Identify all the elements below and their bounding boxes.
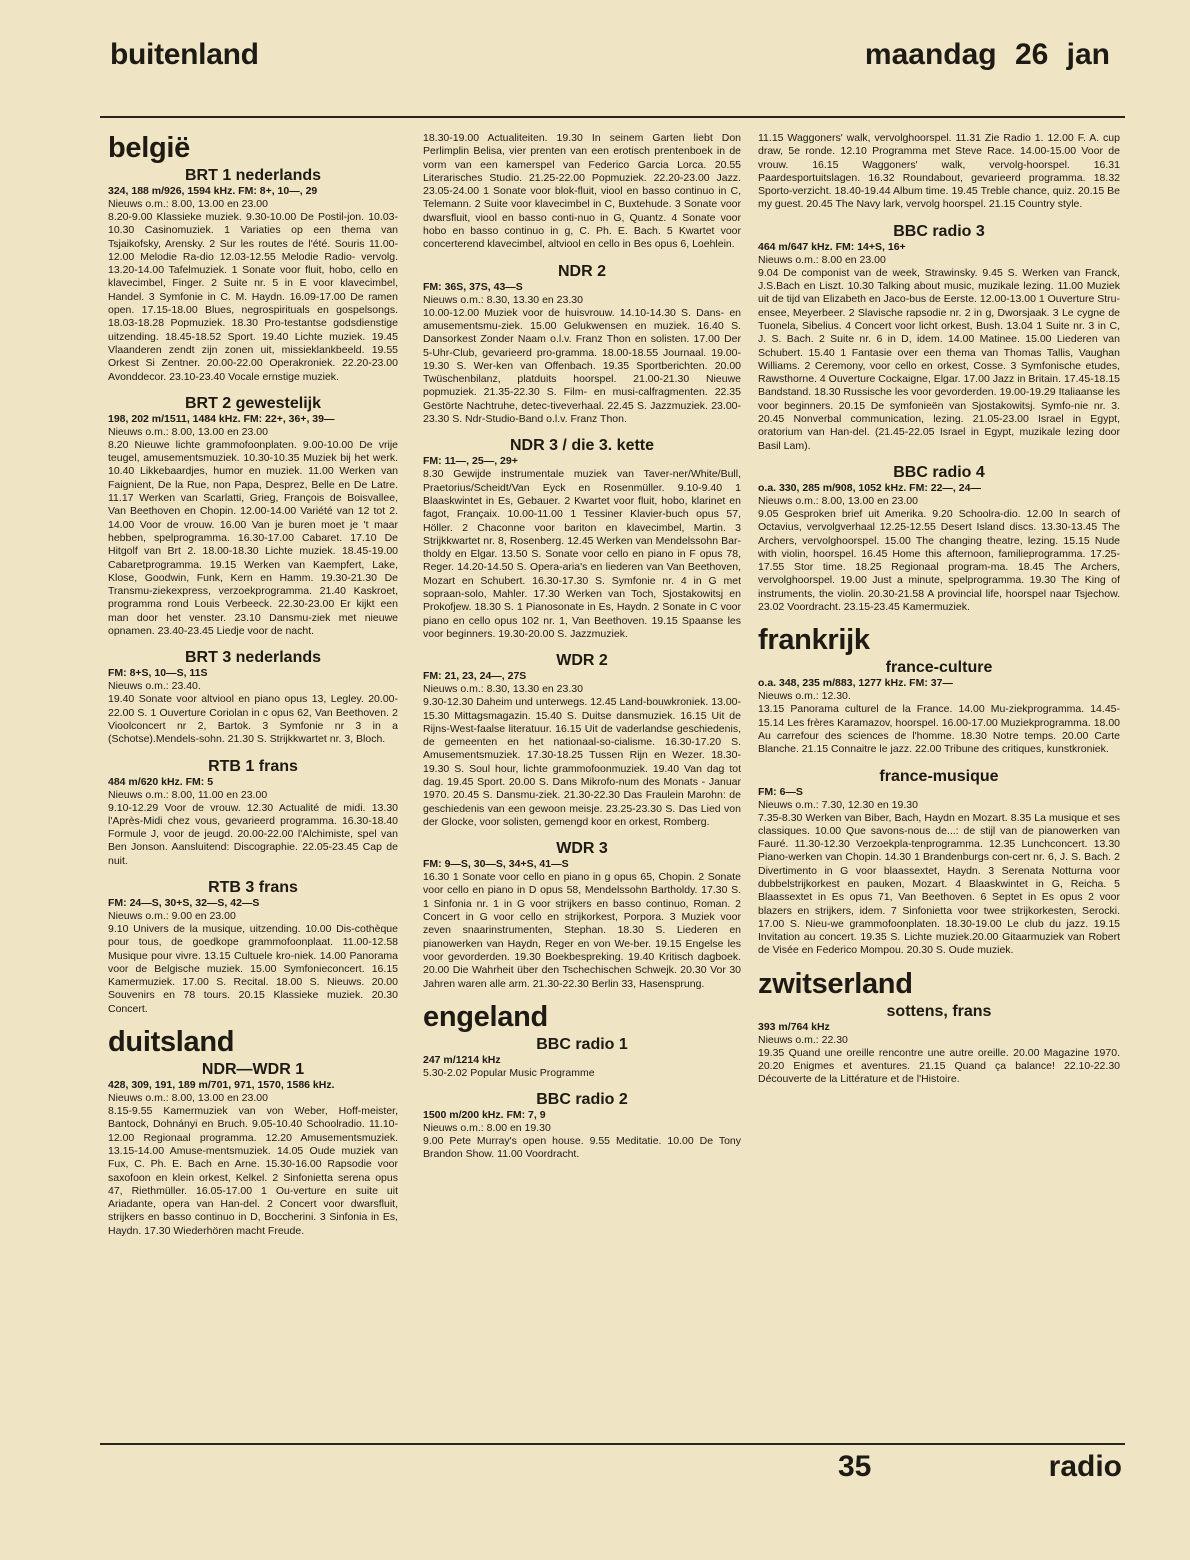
page-number: 35 (838, 1450, 872, 1483)
station-news-times: Nieuws o.m.: 22.30 (758, 1033, 848, 1046)
station-bbc4 (758, 463, 1120, 614)
station-programme: 18.30-19.00 Actualiteiten. 19.30 In seinem Garten liebt Don Perlimplin Belisa, vier prenten van een erotisch prentenboek in de vorm van een kamerspel van Federico Garcia Lorca. 20.55 Literarisches Studio. 21.25-22.00 Popmuziek. 22.20-23.00 Jazz. 23.05-24.00 1 Sonate voor blok-fluit, viool en basso continuo in C, Telemann. 2 Suite voor klavecimbel in C, Buxtehude. 3 Sonate voor dwarsfluit, viool en basso conti-nuo in G, Quantz. 4 Sonate voor hobo en basso continuo in g, C. Ph. E. Bach. 5 Kwartet voor concerterend klavecimbel, altviool en cello in Bes opus 6, Loehlein. (423, 132, 741, 251)
station-programme: 8.20 Nieuwe lichte grammofoonplaten. 9.00-10.00 De vrije teugel, amusementsmuziek. 10.30-10.35 Muziek bij het werk. 10.40 Likkebaardjes, humor en muziek. 11.00 Werken van Faignient, De la Rue, non Papa, Desprez, Belle en De Latre. 11.17 Werken van Scarlatti, Grieg, François de Boisvallee, Van Beethoven en Chopin. 12.00-14.00 Variété van 12 tot 2. 14.00 Voor de vrouw. 16.00 Van je buren moet je 't maar hebben, spelprogramma. 16.30-17.00 Cabaret. 17.10 De Hitgolf van Brt 2. 18.00-18.30 Lichte muziek. 18.45-19.00 Cabaretprogramma. 19.15 Werken van Kaempfert, Lake, Klose, Goodwin, Funk, Kern en Hamm. 19.30-21.30 De Transmu-ziekexpress, verzoekprogramma. 21.40 Kaskroet, programma rond Louis Verbeeck. 22.30-23.00 Er kijkt een man door het venster. 23.10 Dansmu-ziek met nieuwe opnamen. 23.40-23.45 Liedje voor de nacht. (108, 438, 398, 638)
station-frequencies: FM: 6—S (758, 785, 803, 798)
station-name: BBC radio 3 (893, 222, 985, 240)
station-programme: 10.00-12.00 Muziek voor de huisvrouw. 14.10-14.30 S. Dans- en amusementsmu-ziek. 15.00 Gelukwensen en muziek. 16.40 S. Dansorkest Zonder Naam o.l.v. Franz Thon en solisten. 17.00 Der 5-Uhr-Club, gevarieerd pro-gramma. 18.00-18.55 Journaal. 19.00-19.30 S. Wer-ken van Offenbach. 19.35 Sportberichten. 20.00 Twüschenbilanz, platduits hoorspel. 21.00-21.30 Nieuwe popmuziek. 21.35-22.30 S. Film- en musi-calfragmenten. 22.35 Gestörte Nachtruhe, detec-tiveverhaal. 22.45 S. Jazzmuziek. 23.00-23.30 S. Ndr-Studio-Band o.l.v. Franz Thon. (423, 306, 741, 426)
station-brt2 (108, 394, 398, 638)
station-programme: 9.30-12.30 Daheim und unterwegs. 12.45 Land-bouwkroniek. 13.00-15.30 Mittagsmagazin. 15.40 S. Duitse dansmuziek. 16.15 Uit de Rijns-West-faalse literatuur. 16.15 Uit de vaderlandse geschiedenis, de gemeenten en het nationaal-so-cialisme. 16.30-17.20 S. Amusementsmuziek. 17.30-18.25 Tussen Rijn en Wezer. 18.30-19.30 S. Soul hour, lichte grammofoonmuziek. 19.40 Van dag tot dag. 19.45 Sport. 20.00 S. Dans Mikrofo-num des Monats - Januar 1970. 20.45 S. Dansmu-ziek. 21.30-22.30 Das Fraulein Marohn: de geschiedenis van een gewoon meisje. 23.25-23.30 S. Das Lied von der Glocke, voor solisten, gemengd koor en orkest, Romberg. (423, 696, 741, 828)
station-frequencies: FM: 24—S, 30+S, 32—S, 42—S (108, 896, 260, 909)
station-frequencies: 247 m/1214 kHz (423, 1053, 501, 1066)
top-rule (100, 116, 1125, 118)
country-heading-belgie: belgië (108, 132, 190, 164)
column-3 (758, 132, 1120, 1097)
station-frequencies: o.a. 348, 235 m/883, 1277 kHz. FM: 37— (758, 677, 953, 690)
station-brt3 (108, 648, 398, 746)
country-heading-engeland: engeland (423, 1000, 548, 1033)
station-news-times: Nieuws o.m.: 23.40. (108, 680, 201, 693)
station-frequencies: 324, 188 m/926, 1594 kHz. FM: 8+, 10—, 29 (108, 185, 318, 197)
station-frequencies: 198, 202 m/1511, 1484 kHz. FM: 22+, 36+, 39— (108, 412, 335, 425)
station-programme: 9.10-12.29 Voor de vrouw. 12.30 Actualité de midi. 13.30 l'Après-Midi chez vous, gevarieerd programma. 16.30-18.40 Formule J, voor de jeugd. 20.00-22.00 l'Alchimiste, spel van Ben Jonson. Aansluitend: Discographie. 22.05-23.45 Cap de nuit. (108, 801, 398, 867)
station-frequencies: 464 m/647 kHz. FM: 14+S, 16+ (758, 240, 906, 253)
station-frequencies: FM: 21, 23, 24—, 27S (423, 670, 527, 683)
station-ndr3 (423, 436, 741, 641)
station-news-times: Nieuws o.m.: 8.00 en 19.30 (423, 1122, 551, 1135)
station-ndr-wdr1-continued (423, 132, 741, 252)
station-frequencies: 393 m/764 kHz (758, 1020, 830, 1033)
station-programme: 19.40 Sonate voor altviool en piano opus 13, Legley. 20.00-22.00 S. 1 Ouverture Coriolan in c opus 62, Van Beethoven. 2 Vioolconcert nr 2, Bartok. 3 Symfonie nr 3 in a (Schotse).Mendels-sohn. 21.30 S. Strijkkwartet nr. 3, Bloch. (108, 693, 398, 746)
station-name: RTB 3 frans (208, 878, 298, 896)
country-heading-frankrijk: frankrijk (758, 624, 870, 657)
station-programme: 9.10 Univers de la musique, uitzending. 10.00 Dis-cothèque pour tous, de goedkope grammofoonplaat. 11.00-12.58 Musique pour vivre. 13.15 Cultuele kro-niek. 14.00 Panorama voor de Belgische muziek. 15.00 Symfonieconcert. 16.15 Kamermuziek. 17.00 S. Recital. 18.00 S. Nieuws. 20.00 Souvenirs en 78 tours. 20.15 Klassieke muziek. 20.30 Concert. (108, 922, 398, 1015)
station-name: BBC radio 4 (893, 463, 985, 481)
station-news-times: Nieuws o.m.: 8.30, 13.30 en 23.30 (423, 683, 583, 696)
station-frequencies: FM: 36S, 37S, 43—S (423, 280, 523, 293)
station-news-times: Nieuws o.m.: 8.00 en 23.00 (758, 253, 886, 266)
page-date: maandag 26 jan (864, 38, 1110, 71)
station-sottens (758, 1002, 1120, 1087)
station-programme: 8.20-9.00 Klassieke muziek. 9.30-10.00 De Postil-jon. 10.03-10.30 Casinomuziek. 1 Variaties op een thema van Tsjaikofsky, Arensky. 2 Sur les routes de l'été. Souris 11.00-12.00 Melodie Ra-dio 12.03-12.55 Melodie Radio- vervolg. 13.20-14.00 Tafelmuziek. 1 Sonate voor fluit, hobo, cello en klavecimbel, Finger. 2 Suite nr. 5 in E voor klavecimbel, Handel. 3 Symfonie in C. M. Haydn. 16.09-17.00 De ramen open. 17.15-18.00 Blues, negrospirituals en gospelsongs. 18.03-18.28 Popmuziek. 18.30 Pro-testantse godsdienstige uitzending. 18.45-18.52 Sport. 19.40 Lichte muziek. 19.45 Vlaanderen zendt zijn zonen uit, missieklankbeeld. 19.55 Orkest Si Zentner. 20.00-22.00 Operakroniek. 22.20-23.00 Avonddecor. 23.10-23.40 Vocale ernstige muziek. (108, 211, 398, 383)
station-programme: 13.15 Panorama culturel de la France. 14.00 Mu-ziekprogramma. 14.45-15.14 Les frères Karamazov, hoorspel. 16.00-17.00 Muziekprogramma. 18.00 Au carrefour des sciences de l'homme. 18.30 Notre temps. 20.00 Carte Blanche. 21.15 Connaitre le jazz. 22.00 Tribune des critiques, kunstkroniek. (758, 703, 1120, 756)
station-news-times: Nieuws o.m.: 8.00, 11.00 en 23.00 (108, 788, 268, 801)
station-name: NDR—WDR 1 (201, 1061, 305, 1079)
station-france-musique (758, 767, 1120, 958)
station-news-times: Nieuws o.m.: 8.00, 13.00 en 23.00 (108, 425, 268, 438)
station-bbc2-continued (758, 132, 1120, 212)
station-brt1 (108, 166, 398, 384)
station-frequencies: FM: 8+S, 10—S, 11S (108, 667, 208, 680)
station-programme: 19.35 Quand une oreille rencontre une autre oreille. 20.00 Magazine 1970. 20.20 Enigmes et aventures. 21.15 Quand ça balance! 22.10-22.30 Découverte de la Littérature et de l'Histoire. (758, 1046, 1120, 1086)
station-rtb1 (108, 757, 398, 868)
station-name: france-musique (879, 767, 999, 785)
station-frequencies: 428, 309, 191, 189 m/701, 971, 1570, 1586 kHz. (108, 1079, 335, 1092)
station-bbc1 (423, 1035, 741, 1080)
station-wdr2 (423, 651, 741, 829)
station-programme: 9.04 De componist van de week, Strawinsky. 9.45 S. Werken van Franck, J.S.Bach en Liszt. 10.30 Talking about music, muzikale lezing. 11.00 Muziek uit de tijd van Elizabeth en Jaco-bus de Eerste. 12.00-13.00 1 Ouverture Stru-ensee, Meyerbeer. 2 Slavische rapsodie nr. 2 in g, Dworsjaak. 3 Le cygne de Tuonela, Sibelius. 4 Concert voor licht orkest, Bush. 13.04 1 Suite nr. 3 in C, J. S. Bach. 2 Suite nr. 6 in D, idem. 14.00 Matinee. 15.00 Liederen van Schubert. 15.40 1 Fantasie over een thema van Thomas Tallis, Vaughan Williams. 2 Ceremony, voor cello en orkest, Cosse. 3 Symfonische etudes, Rawsthorne. 4 Ouverture Cockaigne, Elgar. 17.00 Jazz in Britain. 17.45-18.15 Bandstand. 18.30 Russische les voor gevorderden. 19.00-19.29 Italiaanse les voor beginners. 20.15 De symfonieën van Sjostakowitsj. Symfo-nie nr. 3. 20.45 Nonverbal communication, lezing. 21.05-23.00 Israel in Egypt, oratorium van Han-del. (21.45-22.05 Israel in Egypt, muzikale lezing door Basil Lam). (758, 266, 1120, 452)
station-programme: 16.30 1 Sonate voor cello en piano in g opus 65, Chopin. 2 Sonate voor cello en piano in D opus 58, Mendelssohn Bartholdy. 17.30 S. 1 Sinfonia nr. 1 in G voor strijkers en basso continuo, Roman. 2 Concert in G voor cello en strijkorkest, Porpora. 3 Muziek voor zeven snaarinstrumenten, Stephan. 18.30 S. Liederen en pianowerken van Haydn, Reger en von We-ber. 19.15 Engelse les voor gevorderden. 19.30 Boekbespreking. 19.40 Kritisch dagboek. 20.00 Die Wahrheit über den Tschechischen Schwejk. 20.30 Vor 30 Jahren waren alle arm. 21.30-22.30 Berlin 33, Hasensprung. (423, 871, 741, 990)
station-bbc3 (758, 222, 1120, 453)
station-programme: 9.05 Gesproken brief uit Amerika. 9.20 Schoolra-dio. 12.00 In search of Octavius, vervolgverhaal 12.25-12.55 Desert Island discs. 13.30-13.45 The Archers, vervolghoorspel. 15.00 The changing theatre, lezing. 15.15 Nude with violin, hoorspel. 16.45 Home this afternoon, familieprogramma. 17.25-17.55 Stor time. 18.25 Regionaal program-ma. 18.45 The Archers, vervolghoorspel. 19.00 Just a minute, spelprogramma. 19.30 The King of instruments, the violin. 20.30-21.58 A provincial life, hoorspel naar Tsjechow. 23.02 Voordracht. 23.15-23.45 Kamermuziek. (758, 507, 1120, 614)
station-programme: 8.30 Gewijde instrumentale muziek van Taver-ner/White/Bull, Praetorius/Scheidt/Van Eyck en Rosenmüller. 9.10-9.40 1 Blaaskwintet in Es, Gebauer. 2 Kwartet voor fluit, hobo, klarinet en fagot, Françaix. 10.00-11.00 1 Tessiner Klavier-buch opus 57, Höller. 2 Chaconne voor bariton en klavecimbel, Martin. 3 Strijkkwartet nr. 8, Rosenberg. 12.45 Werken van Mendelssohn Bar-tholdy en Elgar. 13.50 S. Sonate voor cello en piano in F opus 78, Reger. 14.20-14.50 S. Opera-aria's en liederen van Van Beethoven, Mozart en Schubert. 16.30-17.30 S. Symfonie nr. 4 in G met sopraan-solo, Mahler. 17.30 Werken van Toch, Sjostakowitsj en Prokofjew. 18.30 S. 1 Pianosonate in Es, Haydn. 2 Sonate in C voor piano en cello opus 102 nr. 1, Van Beethoven. 19.15 Spaanse les voor beginners. 19.30-20.00 S. Jazzmuziek. (423, 468, 741, 640)
station-wdr3 (423, 839, 741, 991)
column-2 (423, 132, 741, 1172)
station-name: BRT 2 gewestelijk (184, 394, 322, 412)
station-news-times: Nieuws o.m.: 9.00 en 23.00 (108, 909, 236, 922)
country-heading-zwitserland: zwitserland (758, 967, 913, 1000)
station-france-culture (758, 658, 1120, 756)
station-frequencies: FM: 9—S, 30—S, 34+S, 41—S (423, 858, 569, 871)
station-news-times: Nieuws o.m.: 12.30. (758, 690, 851, 703)
station-name: BRT 1 nederlands (184, 167, 322, 184)
station-name: NDR 2 (557, 262, 606, 280)
station-name: RTB 1 frans (208, 757, 298, 775)
station-name: sottens, frans (886, 1002, 992, 1020)
station-programme: 5.30-2.02 Popular Music Programme (423, 1066, 595, 1079)
station-frequencies: 1500 m/200 kHz. FM: 7, 9 (423, 1109, 546, 1122)
station-programme: 7.35-8.30 Werken van Biber, Bach, Haydn en Mozart. 8.35 La musique et ses classiques. 10.00 Que savons-nous de...: de stijl van de pianowerken van Fauré. 11.30-12.30 Verzoekpla-tenprogramma. 12.35 Lunchconcert. 13.30 Piano-werken van Chopin. 14.30 1 Brandenburgs con-cert nr. 6, J. S. Bach. 2 Divertimento in G voor blaassextet, Haydn. 3 Serenata Notturna voor dubbelstrijkorkest en pauken, Mozart. 4 Blaaskwintet in G, Reicha. 5 Blaassextet in Es opus 71, Van Beethoven. 6 Septet in Es opus 2 voor blazers en strijkers, idem. 7 Sinfonietta voor twee strijkorkesten, Serocki. 17.00 S. Nieu-we grammofoonplaten. 18.30-19.00 Le club du jazz. 19.15 Invitation au concert. 19.35 S. Lichte muziek.20.00 Gitaarmuziek van Robert de Visée en Federico Mompou. 20.30 S. Oude muziek. (758, 811, 1120, 957)
station-name: WDR 2 (556, 652, 608, 670)
station-frequencies: o.a. 330, 285 m/908, 1052 kHz. FM: 22—, 24— (758, 481, 981, 494)
station-ndr-wdr1 (108, 1060, 398, 1238)
bottom-rule (100, 1443, 1125, 1445)
column-1 (108, 132, 398, 1248)
station-news-times: Nieuws o.m.: 7.30, 12.30 en 19.30 (758, 798, 918, 811)
station-frequencies: FM: 11—, 25—, 29+ (423, 455, 518, 468)
station-name: BBC radio 2 (536, 1091, 628, 1109)
station-rtb3 (108, 878, 398, 1016)
station-programme: 11.15 Waggoners' walk, vervolghoorspel. 11.31 Zie Radio 1. 12.00 F. A. cup draw, 5e ronde. 12.10 Programma met Steve Race. 14.00-15.00 Voor de vrouw. 16.15 Waggoners' walk, vervolg-hoorspel. 16.31 Paardesportuitslagen. 16.32 Roundabout, gevarieerd programma. 18.32 Sporto-verzicht. 18.40-19.44 Album time. 19.45 Treble chance, quiz. 20.15 Be my guest. 20.45 The Navy lark, vervolg hoorspel. 21.15 Country style. (758, 132, 1120, 211)
station-programme: 9.00 Pete Murray's open house. 9.55 Meditatie. 10.00 De Tony Brandon Show. 11.00 Voordracht. (423, 1135, 741, 1161)
station-news-times: Nieuws o.m.: 8.00, 13.00 en 23.00 (758, 494, 918, 507)
station-programme: 8.15-9.55 Kamermuziek van von Weber, Hoff-meister, Bantock, Dohnányi en Bruch. 9.05-10.40 Schoolradio. 11.10-12.00 Regionaal programma. 12.20 Amusementsmuziek. 13.15-14.00 Amuse-mentsmuziek. 14.05 Oude muziek van Fux, C. Ph. E. Bach en Arne. 15.30-16.00 Rapsodie voor saxofoon en klein orkest, Kelkel. 2 Sinfonietta serena opus 47, Riethmüller. 16.05-17.00 1 Ou-verture en suite uit Ariadante, opera van Han-del. 2 Concert voor dwarsfluit, strijkers en basso continuo in D, Boccherini. 3 Sinfonia in Es, Haydn. 17.30 Wiederhören macht Freude. (108, 1105, 398, 1237)
station-name: france-culture (885, 659, 993, 677)
section-title: buitenland (110, 38, 259, 71)
station-name: BRT 3 nederlands (184, 649, 322, 667)
station-news-times: Nieuws o.m.: 8.00, 13.00 en 23.00 (108, 198, 268, 210)
country-heading-duitsland: duitsland (108, 1026, 235, 1059)
station-news-times: Nieuws o.m.: 8.00, 13.00 en 23.00 (108, 1092, 268, 1105)
footer-label: radio (1048, 1450, 1122, 1483)
station-frequencies: 484 m/620 kHz. FM: 5 (108, 775, 214, 788)
station-name: WDR 3 (556, 840, 608, 858)
station-name: NDR 3 / die 3. kette (509, 437, 655, 455)
station-ndr2 (423, 262, 741, 427)
station-news-times: Nieuws o.m.: 8.30, 13.30 en 23.30 (423, 293, 583, 306)
station-name: BBC radio 1 (536, 1035, 628, 1053)
station-bbc2 (423, 1090, 741, 1162)
